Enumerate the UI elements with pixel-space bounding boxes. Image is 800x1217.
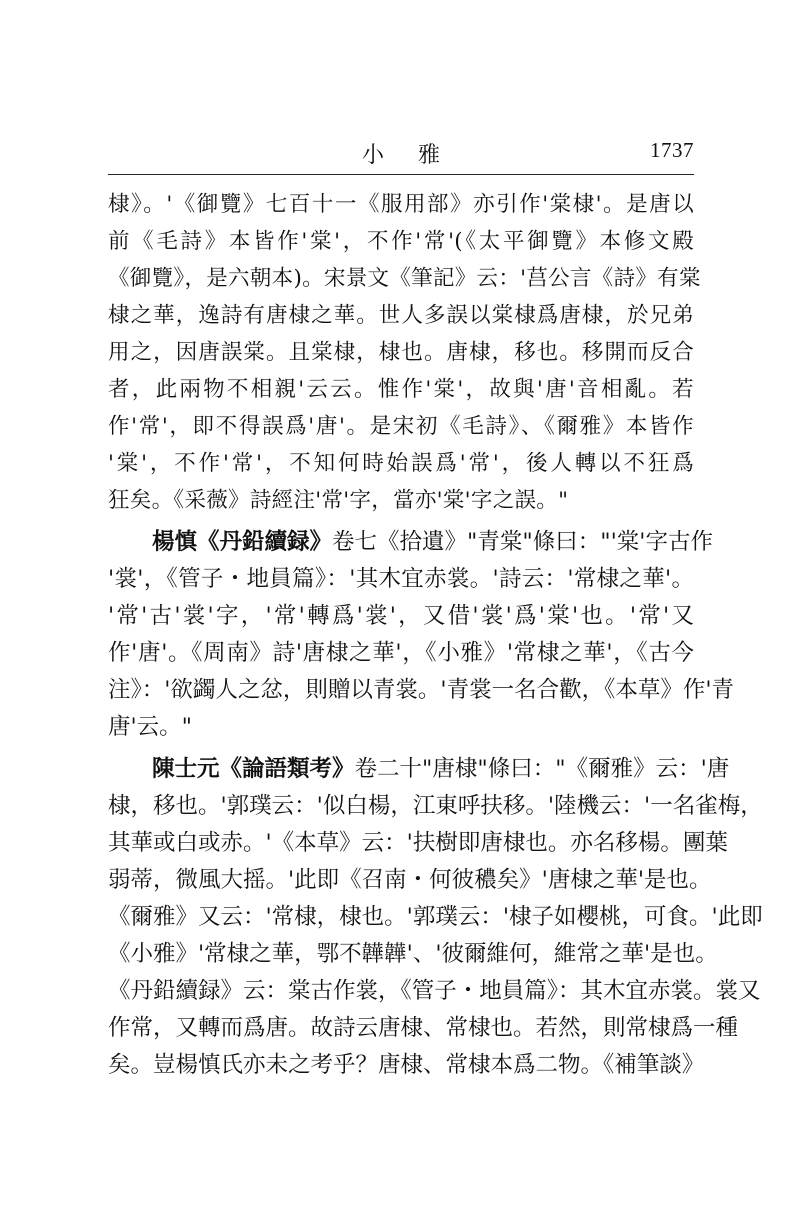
text-line: 其華或白或赤。'《本草》云：'扶樹即唐棣也。亦名移楊。團葉 bbox=[108, 830, 728, 856]
text-line: 棣之華，逸詩有唐棣之華。世人多誤以棠棣爲唐棣，於兄弟 bbox=[108, 303, 694, 328]
text-line: '裳'，《管子・地員篇》：'其木宜赤裳。'詩云：'常棣之華'。 bbox=[108, 566, 694, 592]
text-line: 作'常'，即不得誤爲'唐'。是宋初《毛詩》、《爾雅》本皆作 bbox=[108, 414, 694, 439]
text-line: 棣》。'《御覽》七百十一《服用部》亦引作'棠棣'。是唐以 bbox=[108, 192, 694, 217]
header-rule bbox=[108, 174, 694, 175]
text-line: 棣，移也。'郭璞云：'似白楊，江東呼扶移。'陸機云：'一名雀梅， bbox=[108, 793, 763, 819]
text-line bbox=[108, 524, 713, 561]
text-line: 用之，因唐誤棠。且棠棣，棣也。唐棣，移也。移開而反合 bbox=[108, 340, 694, 365]
page-body bbox=[108, 186, 763, 1084]
line-text: 卷七《拾遺》"青棠"條曰："'棠'字古作 bbox=[332, 529, 713, 555]
book-title: 《論語類考》 bbox=[219, 756, 355, 782]
paragraph-chen-shiyuan bbox=[108, 751, 763, 1084]
text-line: 《丹鉛續録》云：棠古作裳，《管子・地員篇》：其木宜赤裳。裳又 bbox=[108, 978, 761, 1004]
text-line: 弱蒂，微風大摇。'此即《召南・何彼穠矣》'唐棣之華'是也。 bbox=[108, 867, 712, 893]
text-line: 狂矣。《采薇》詩經注'常'字，當亦'棠'字之誤。" bbox=[108, 488, 569, 513]
text-line: 注》：'欲蠲人之忿，則贈以青裳。'青裳一名合歡，《本草》作'青 bbox=[108, 677, 735, 703]
text-line: 唐'云。" bbox=[108, 714, 193, 740]
author-name: 楊慎 bbox=[152, 529, 198, 555]
paragraph-yang-shen bbox=[108, 524, 735, 746]
page-number: 1737 bbox=[650, 138, 694, 162]
running-title: 小雅 bbox=[361, 143, 474, 168]
text-line: '棠'，不作'常'，不知何時始誤爲'常'，後人轉以不狂爲 bbox=[108, 451, 694, 476]
text-line bbox=[108, 751, 730, 788]
text-line: 者，此兩物不相親'云云。惟作'棠'，故與'唐'音相亂。若 bbox=[108, 377, 694, 402]
author-name: 陳士元 bbox=[152, 756, 220, 782]
text-line: 作'唐'。《周南》詩'唐棣之華'，《小雅》'常棣之華'，《古今 bbox=[108, 640, 694, 666]
quoted-passage bbox=[108, 186, 701, 519]
text-line: 矣。豈楊慎氏亦未之考乎？唐棣、常棣本爲二物。《補筆談》 bbox=[108, 1052, 705, 1078]
text-line: '常'古'裳'字，'常'轉爲'裳'，又借'裳'爲'棠'也。'常'又 bbox=[108, 603, 694, 629]
book-title: 《丹鉛續録》 bbox=[197, 529, 333, 555]
text-line: 前《毛詩》本皆作'棠'，不作'常'(《太平御覽》本修文殿 bbox=[108, 229, 694, 254]
text-line: 《小雅》'常棣之華，鄂不韡韡'、'彼爾維何，維常之華'是也。 bbox=[108, 941, 718, 967]
running-header bbox=[108, 138, 694, 172]
text-line: 《爾雅》又云：'常棣，棣也。'郭璞云：'棣子如櫻桃，可食。'此即 bbox=[108, 904, 763, 930]
text-line: 作常，又轉而爲唐。故詩云唐棣、常棣也。若然，則常棣爲一種 bbox=[108, 1015, 739, 1041]
line-text: 卷二十"唐棣"條曰："《爾雅》云：'唐 bbox=[354, 756, 730, 782]
text-line: 《御覽》，是六朝本)。宋景文《筆記》云：'莒公言《詩》有棠 bbox=[108, 266, 701, 291]
